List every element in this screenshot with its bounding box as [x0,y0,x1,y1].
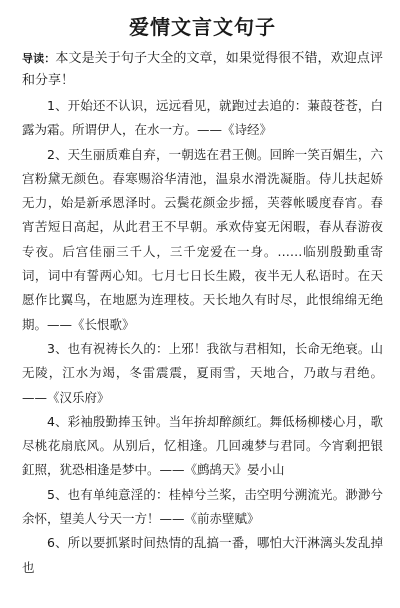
paragraph-5: 5、也有单纯意淫的：桂棹兮兰桨，击空明兮溯流光。渺渺兮余怀，望美人兮天一方！——《前赤壁赋》 [22,486,383,527]
paragraph-4: 4、彩袖殷勤捧玉钟。当年拚却醉颜红。舞低杨柳楼心月，歌尽桃花扇底风。从别后，忆相逢。几回魂梦与君同。今宵剩把银釭照，犹恐相逢是梦中。——《鹧鸪天》晏小山 [22,413,383,478]
page-title: 爱情文言文句子 [129,15,276,39]
paragraph-1: 1、开始还不认识，远远看见，就跑过去追的：蒹葭苍苍，白露为霜。所谓伊人，在水一方。——《诗经》 [22,98,383,138]
paragraph-3: 3、也有祝祷长久的：上邪！我欲与君相知，长命无绝衰。山无陵，江水为竭，冬雷震震，夏雨雪，天地合，乃敢与君绝。——《汉乐府》 [22,340,383,405]
intro-lead-label: 导读： [22,52,56,65]
paragraph-2: 2、天生丽质难自弃，一朝选在君王侧。回眸一笑百媚生，六宫粉黛无颜色。春寒赐浴华清池，温泉水滑洗凝脂。侍儿扶起娇无力，始是新承恩泽时。云鬓花颜金步摇，芙蓉帐暖度春宵。春宵苦短日高起，从此君王不早朝。承欢侍宴无闲暇，春从春游夜专夜。后宫佳丽三千人，三千宠爱在一身。……临别殷勤重寄词，词中有誓两心知。七月七日长生殿，夜半无人私语时。在天愿作比翼鸟，在地愿为连理枝。天长地久有时尽，此恨绵绵无绝期。——《长恨歌》 [22,146,383,332]
intro [22,48,383,92]
intro-text: 本文是关于句子大全的文章，如果觉得很不错，欢迎点评和分享！ [22,51,383,88]
paragraph-6: 6、所以要抓紧时间热情的乱搞一番，哪怕大汗淋漓头发乱掉也 [22,535,383,575]
